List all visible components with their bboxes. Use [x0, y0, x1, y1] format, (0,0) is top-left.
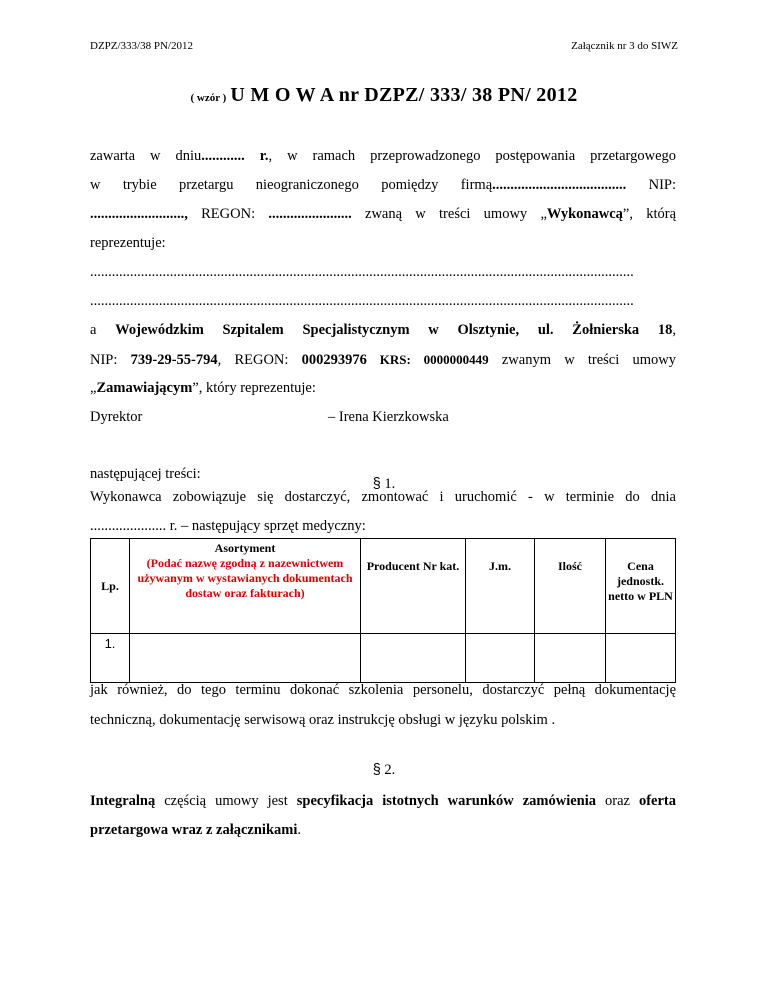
table-header-row — [91, 539, 676, 634]
intro-line-3 — [90, 200, 676, 229]
section-1-line-1: Wykonawca zobowiązuje się dostarczyć, zmontować i uruchomić - w terminie do dnia — [90, 489, 676, 505]
intro-line-7 — [90, 316, 676, 345]
date-blank: ............ r. — [201, 148, 269, 164]
col-asortyment — [130, 539, 361, 634]
company-blank: ..................................... — [492, 177, 627, 193]
section-2-line-1 — [90, 787, 676, 816]
s2-text-3: specyfikacja istotnych warunków zamówienia — [296, 793, 597, 809]
header-right: Załącznik nr 3 do SIWZ — [571, 40, 678, 52]
director-row — [90, 403, 676, 432]
col-ilosc: Ilość — [535, 539, 606, 634]
s2-text-1: Integralną — [90, 793, 156, 809]
client-role: Zamawiającym — [96, 380, 193, 396]
s2-text-7: . — [297, 822, 301, 838]
header-left: DZPZ/333/38 PN/2012 — [90, 40, 193, 52]
intro-line-9-quote: „ — [90, 380, 97, 396]
nip-blank: .........................., — [90, 206, 188, 222]
hospital-nip: 739-29-55-794 — [130, 352, 218, 368]
s2-text-4: oraz — [596, 793, 639, 809]
section-2-line-2 — [90, 816, 676, 845]
nip-label: NIP: — [626, 177, 676, 193]
document-title — [0, 84, 768, 107]
intro-line-2 — [90, 171, 676, 200]
intro-line-4: reprezentuje: — [90, 235, 166, 251]
intro-line-8 — [90, 345, 676, 375]
director-label: Dyrektor — [90, 409, 143, 425]
s2-text-6: przetargowa wraz z załącznikami — [90, 822, 298, 838]
row-lp: 1. — [91, 634, 130, 683]
hospital-name: Wojewódzkim Szpitalem Specjalistycznym w Olsztynie, ul. Żołnierska 18 — [115, 322, 673, 338]
s2-text-5: oferta — [638, 793, 676, 809]
section-2-heading — [0, 762, 768, 779]
intro-line-7-text: a — [90, 322, 116, 338]
hospital-regon-label: , REGON: — [217, 352, 302, 368]
col-cena: Cena jednostk. netto w PLN — [606, 539, 676, 634]
intro-line-1-text: zawarta w dniu — [90, 148, 202, 164]
regon-blank: ....................... — [268, 206, 352, 222]
regon-label: REGON: — [187, 206, 269, 222]
after-table-line-2: techniczną, dokumentację serwisową oraz instrukcję obsługi w języku polskim . — [90, 712, 556, 728]
title-main: U M O W A nr DZPZ/ 333/ 38 PN/ 2012 — [230, 84, 578, 106]
section-symbol: § — [372, 476, 381, 492]
contractor-role: Wykonawcą — [546, 206, 623, 222]
intro-line-3-text: zwaną w treści umowy „ — [351, 206, 547, 222]
section-number: 1. — [380, 476, 396, 492]
asortyment-title: Asortyment — [214, 541, 276, 555]
director-name: – Irena Kierzkowska — [328, 409, 449, 425]
col-lp: Lp. — [91, 539, 130, 634]
hospital-regon: 000293976 — [301, 352, 367, 368]
section-number: 2. — [380, 762, 396, 778]
col-jm: J.m. — [466, 539, 535, 634]
representative-blank-1: ...................................................................................................................................................... — [90, 264, 634, 280]
representative-blank-2: ...................................................................................................................................................... — [90, 293, 634, 309]
intro-line-7-tail: , — [672, 322, 677, 338]
asortyment-note: (Podać nazwę zgodną z nazewnictwem używanym w wystawianych dokumentach dostaw oraz fakturach) — [137, 556, 353, 600]
intro-line-3-tail: ”, którą — [622, 206, 677, 222]
s2-text-2: częścią umowy jest — [155, 793, 297, 809]
intro-line-8-tail: zwanym w treści umowy — [488, 352, 676, 368]
intro-line-2-text: w trybie przetargu nieograniczonego pomiędzy firmą — [90, 177, 493, 193]
hospital-nip-label: NIP: — [90, 352, 131, 368]
section-1-line-2: ..................... r. – następujący sprzęt medyczny: — [90, 518, 366, 534]
intro-line-1-tail: , w ramach przeprowadzonego postępowania przetargowego — [268, 148, 676, 164]
col-producent: Producent Nr kat. — [361, 539, 466, 634]
after-table-line-1: jak również, do tego terminu dokonać szkolenia personelu, dostarczyć pełną dokumentację — [90, 682, 676, 698]
closing-text: następującej treści: — [90, 466, 201, 482]
equipment-table — [90, 538, 676, 683]
hospital-krs: KRS: 0000000449 — [366, 352, 489, 367]
section-symbol: § — [372, 762, 381, 778]
intro-line-9 — [90, 374, 676, 403]
intro-line-9-tail: ”, który reprezentuje: — [192, 380, 316, 396]
intro-line-1 — [90, 142, 676, 171]
title-prefix: ( wzór ) — [190, 92, 227, 104]
